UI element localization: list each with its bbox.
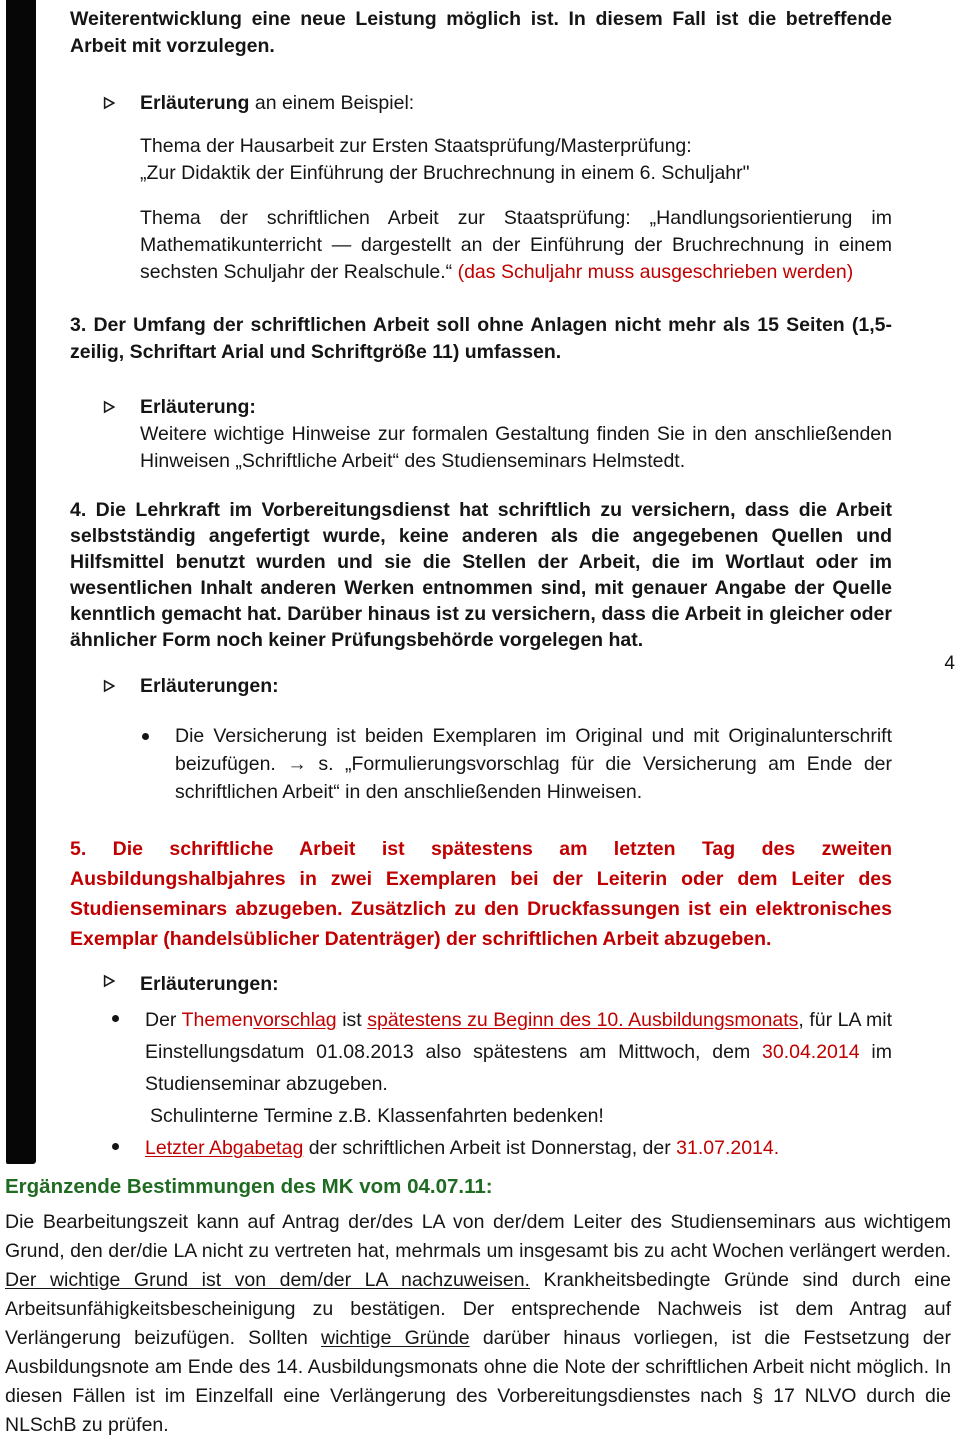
note-3-header [102, 394, 892, 421]
note-3-text: Weitere wichtige Hinweise zur formalen Gestaltung finden Sie in den anschließenden Hinweisen „Schriftliche Arbeit“ des Studienseminars Helmstedt. [140, 423, 892, 472]
bullet-dot-icon [112, 1143, 119, 1150]
arrow-bullet-icon [102, 973, 116, 989]
b1-s2-red: Themen [181, 1009, 254, 1031]
scan-edge-artifact [6, 0, 36, 1164]
note-5-subnote: Schulinterne Termine z.B. Klassenfahrten bedenken! [150, 1105, 604, 1127]
supplementary-provisions-section [5, 1174, 951, 1440]
note-5-bullet-1 [112, 1004, 892, 1100]
intro-paragraph: Weiterentwicklung eine neue Leistung möglich ist. In diesem Fall ist die betreffende Arbeit mit vorzulegen. [70, 8, 892, 57]
example-thesis-text: Thema der schriftlichen Arbeit zur Staatsprüfung: „Handlungsorientierung im Mathematikunterricht — dargestellt an der Einführung der Bruchrechnung in einem sechsten Schuljahr der Realschule.“ [140, 207, 892, 283]
item-3-paragraph: 3. Der Umfang der schriftlichen Arbeit soll ohne Anlagen nicht mehr als 15 Seiten (1,5-zeilig, Schriftart Arial und Schriftgröße 11) umfassen. [70, 314, 892, 363]
b1-s6: , für LA mit Einstellungsdatum 01.08.2013 also spätestens am Mittwoch, dem [145, 1009, 892, 1063]
bullet-dot-icon [142, 733, 149, 740]
example-note-header [102, 90, 892, 117]
example-note-label-line [140, 90, 414, 117]
page-number: 4 [944, 653, 955, 674]
item-5-paragraph: 5. Die schriftliche Arbeit ist spätestens am letzten Tag des zweiten Ausbildungshalbjahres in zwei Exemplaren bei der Leiterin oder dem Leiter des Studienseminars abzugeben. Zusätzlich zu den Druckfassungen ist ein elektronisches Exemplar (handelsüblicher Datenträger) der schriftlichen Arbeit abzugeben. [70, 838, 892, 950]
example-thesis-paragraph [140, 205, 892, 286]
note-4-header [102, 673, 892, 700]
example-hausarbeit-block [140, 133, 892, 187]
b1-s5-red-underline: spätestens zu Beginn des 10. Ausbildungsmonats [367, 1009, 799, 1031]
b1-s1: Der [145, 1009, 182, 1031]
note-5-label: Erläuterungen: [140, 973, 279, 995]
f-s1: Die Bearbeitungszeit kann auf Antrag der/des LA von der/dem Leiter des Studienseminars aus wichtigem Grund, den der/die LA nicht zu vertreten hat, mehrmals um insgesamt bis zu acht Wochen verlängert werden. [5, 1211, 951, 1262]
note-5-section [70, 968, 892, 1164]
note-4-bullet-text: Die Versicherung ist beiden Exemplaren im Original und mit Originalunterschrift beizufügen. → s. „Formulierungsvorschlag für die Versicherung am Ende der schriftlichen Arbeit“ in den anschließenden Hinweisen. [175, 725, 892, 803]
b2-s2: der schriftlichen Arbeit ist Donnerstag, der [303, 1137, 677, 1159]
b1-s8: im Studienseminar abzugeben. [145, 1041, 892, 1095]
f-s4-underline: wichtige Gründe [320, 1327, 470, 1349]
f-s2-underline: Der wichtige Grund ist von dem/der LA nachzuweisen. [5, 1269, 530, 1291]
example-hausarbeit-line2: „Zur Didaktik der Einführung der Bruchrechnung in einem 6. Schuljahr" [140, 162, 750, 184]
b1-s7-red: 30.04.2014 [762, 1041, 860, 1063]
note-5-header [102, 968, 892, 1000]
b2-s3-red: 31.07.2014. [676, 1137, 780, 1159]
supplementary-provisions-heading: Ergänzende Bestimmungen des MK vom 04.07.11: [5, 1175, 493, 1198]
b1-s4: ist [336, 1009, 368, 1031]
bullet-dot-icon [112, 1015, 119, 1022]
b2-s1-red-underline: Letzter Abgabetag [145, 1137, 304, 1159]
document-body [70, 6, 892, 1164]
note-5-bullet-1-text [145, 1004, 892, 1100]
example-note-label: Erläuterung [140, 92, 250, 114]
arrow-bullet-icon [102, 95, 116, 111]
example-note-rest: an einem Beispiel: [249, 92, 415, 114]
f-s5: darüber hinaus vorliegen, ist die Festsetzung der Ausbildungsnote am Ende des 14. Ausbildungsmonats ohne die Note der schriftlichen Arbeit nicht möglich. In diesen Fällen ist im Einzelfall eine Verlängerung des Vorbereitungsdienstes nach § 17 NLVO durch die NLSchB zu prüfen. [5, 1327, 951, 1436]
note-3-label: Erläuterung: [140, 396, 256, 418]
example-thesis-red-note: (das Schuljahr muss ausgeschrieben werden) [457, 261, 854, 283]
f-s3: Krankheitsbedingte Gründe sind durch eine Arbeitsunfähigkeitsbescheinigung zu bestätigen. Der entsprechende Nachweis ist dem Antrag auf Verlängerung beizufügen. Sollten [5, 1269, 951, 1349]
arrow-bullet-icon [102, 399, 116, 415]
supplementary-provisions-text [5, 1208, 951, 1440]
arrow-bullet-icon [102, 678, 116, 694]
item-4-paragraph: 4. Die Lehrkraft im Vorbereitungsdienst hat schriftlich zu versichern, dass die Arbeit selbstständig angefertigt wurde, keine anderen als die angegebenen Quellen und Hilfsmittel benutzt wurden und sie die Stellen der Arbeit, die im Wortlaut oder im wesentlichen Inhalt anderen Werken entnommen sind, mit genauer Angabe der Quelle kenntlich gemacht hat. Darüber hinaus ist zu versichern, dass die Arbeit in gleicher oder ähnlicher Form noch keiner Prüfungsbehörde vorgelegen hat. [70, 499, 892, 651]
note-5-bullet-2-text [145, 1132, 892, 1164]
note-5-bullet-2 [112, 1132, 892, 1164]
note-4-label: Erläuterungen: [140, 675, 279, 697]
example-hausarbeit-line1: Thema der Hausarbeit zur Ersten Staatsprüfung/Masterprüfung: [140, 135, 692, 157]
note-4-bullet-item [142, 722, 892, 806]
b1-s3-red-underline: vorschlag [253, 1009, 337, 1031]
